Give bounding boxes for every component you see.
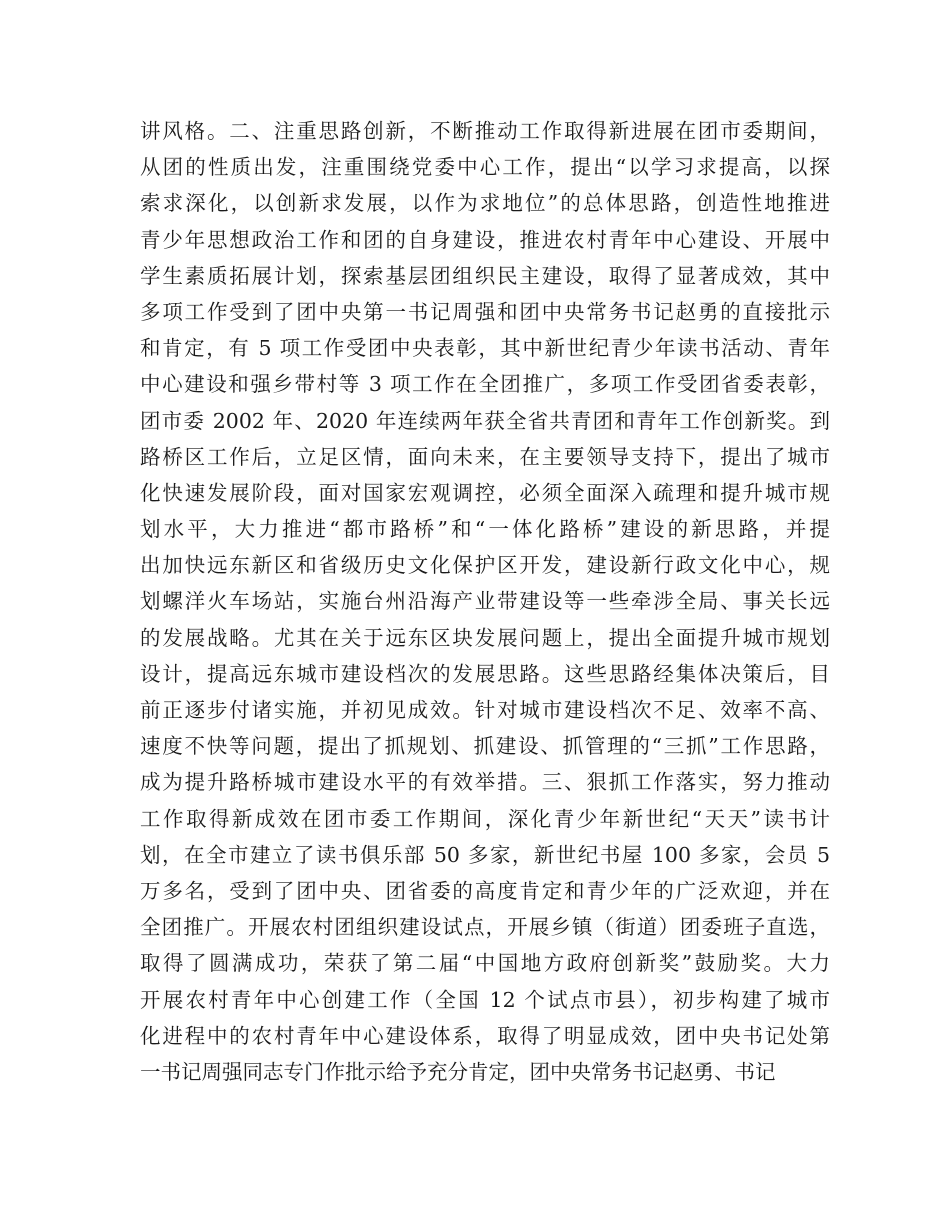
text-line-14: 划螺洋火车场站，实施台州沿海产业带建设等一些牵涉全局、事关长远 [140,589,830,614]
text-line-23: 全团推广。开展农村团组织建设试点，开展乡镇（街道）团委班子直选， [140,915,830,940]
text-line-12: 划水平，大力推进“都市路桥”和“一体化路桥”建设的新思路，并提 [140,517,830,542]
text-line-22: 万多名，受到了团中央、团省委的高度肯定和青少年的广泛欢迎，并在 [140,878,830,903]
text-line-5: 学生素质拓展计划，探索基层团组织民主建设，取得了显著成效，其中 [140,263,830,288]
text-line-13: 出加快远东新区和省级历史文化保护区开发，建设新行政文化中心，规 [140,553,830,578]
text-line-4: 青少年思想政治工作和团的自身建设，推进农村青年中心建设、开展中 [140,227,830,252]
text-line-9: 团市委 2002 年、2020 年连续两年获全省共青团和青年工作创新奖。到 [140,408,830,433]
text-line-11: 化快速发展阶段，面对国家宏观调控，必须全面深入疏理和提升城市规 [140,480,830,505]
text-line-1: 讲风格。二、注重思路创新，不断推动工作取得新进展在团市委期间， [140,119,830,143]
text-line-21: 划，在全市建立了读书俱乐部 50 多家，新世纪书屋 100 多家，会员 5 [140,842,830,867]
text-line-25: 开展农村青年中心创建工作（全国 12 个试点市县），初步构建了城市 [140,987,830,1012]
text-line-10: 路桥区工作后，立足区情，面向未来，在主要领导支持下，提出了城市 [140,444,830,469]
text-line-6: 多项工作受到了团中央第一书记周强和团中央常务书记赵勇的直接批示 [140,299,830,324]
text-line-27: 一书记周强同志专门作批示给予充分肯定，团中央常务书记赵勇、书记 [140,1059,776,1084]
text-line-3: 索求深化，以创新求发展，以作为求地位”的总体思路，创造性地推进 [140,191,830,216]
text-line-15: 的发展战略。尤其在关于远东区块发展问题上，提出全面提升城市规划 [140,625,830,650]
text-line-26: 化进程中的农村青年中心建设体系，取得了明显成效，团中央书记处第 [140,1023,830,1048]
text-line-17: 前正逐步付诸实施，并初见成效。针对城市建设档次不足、效率不高、 [140,698,830,722]
text-line-19: 成为提升路桥城市建设水平的有效举措。三、狠抓工作落实，努力推动 [140,770,830,795]
text-line-8: 中心建设和强乡带村等 3 项工作在全团推广，多项工作受团省委表彰， [140,372,830,397]
text-line-18: 速度不快等问题，提出了抓规划、抓建设、抓管理的“三抓”工作思路， [140,734,830,759]
text-line-24: 取得了圆满成功，荣获了第二届“中国地方政府创新奖”鼓励奖。大力 [140,951,830,976]
text-line-20: 工作取得新成效在团市委工作期间，深化青少年新世纪“天天”读书计 [140,806,830,831]
text-line-7: 和肯定，有 5 项工作受团中央表彰，其中新世纪青少年读书活动、青年 [140,336,830,361]
text-line-16: 设计，提高远东城市建设档次的发展思路。这些思路经集体决策后，目 [140,661,830,686]
text-line-2: 从团的性质出发，注重围绕党委中心工作，提出“以学习求提高，以探 [140,155,830,180]
body-text [140,113,830,1090]
